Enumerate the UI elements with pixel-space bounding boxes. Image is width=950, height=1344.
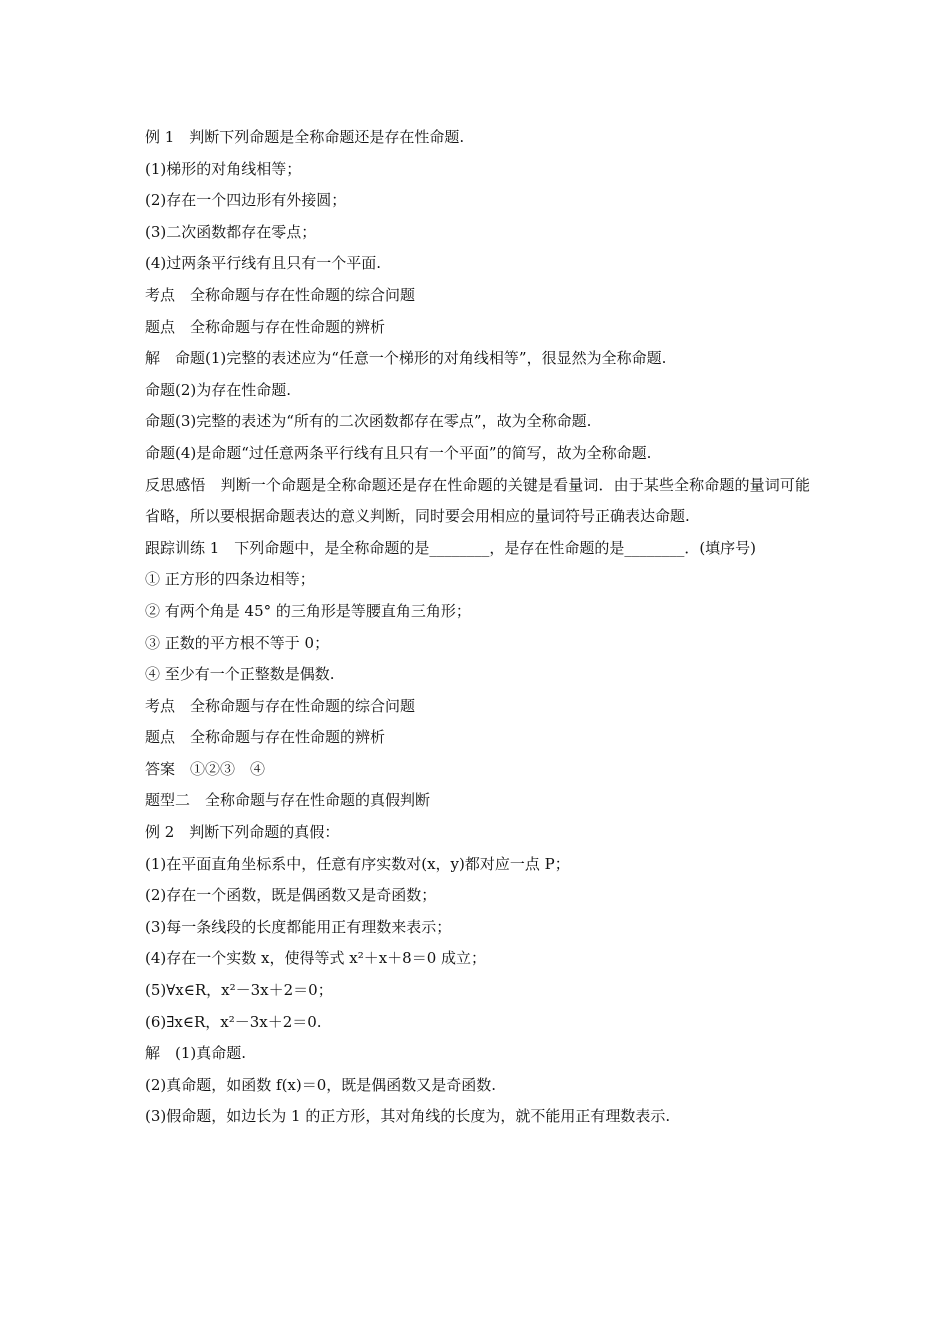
solution-line-2: 命题(2)为存在性命题. [145, 380, 292, 399]
answer-line: 答案 ①②③ ④ [145, 759, 266, 778]
practice-1-item-1: ① 正方形的四条边相等； [145, 570, 315, 589]
example-1-item-1: (1)梯形的对角线相等； [145, 159, 302, 178]
example-2-item-3: (3)每一条线段的长度都能用正有理数来表示； [145, 917, 452, 936]
solution-2-line-3: (3)假命题，如边长为 1 的正方形，其对角线的长度为，就不能用正有理数表示. [145, 1107, 671, 1126]
example-1-item-4: (4)过两条平行线有且只有一个平面. [145, 254, 382, 273]
example-2-item-2: (2)存在一个函数，既是偶函数又是奇函数； [145, 886, 437, 905]
example-1-heading: 例 1 判断下列命题是全称命题还是存在性命题. [145, 128, 465, 146]
practice-1-item-2: ② 有两个角是 45° 的三角形是等腰直角三角形； [145, 601, 471, 620]
document-body [145, 122, 810, 1133]
practice-1-heading: 跟踪训练 1 下列命题中，是全称命题的是________，是存在性命题的是________．(填序号) [145, 538, 757, 557]
solution-line-3: 命题(3)完整的表述为“所有的二次函数都存在零点”，故为全称命题. [145, 412, 592, 431]
example-1-item-2: (2)存在一个四边形有外接圆； [145, 191, 347, 210]
subtopic-line-2: 题点 全称命题与存在性命题的辨析 [145, 728, 386, 747]
solution-2-line-1: 解 (1)真命题. [145, 1044, 247, 1063]
example-2-item-4: (4)存在一个实数 x，使得等式 x²＋x＋8＝0 成立； [145, 949, 487, 968]
example-2-item-5: (5)∀x∈R，x²－3x＋2＝0； [145, 981, 333, 1000]
example-2-item-6: (6)∃x∈R，x²－3x＋2＝0. [145, 1012, 322, 1031]
solution-2-line-2: (2)真命题，如函数 f(x)＝0，既是偶函数又是奇函数. [145, 1075, 497, 1094]
solution-line-1: 解 命题(1)完整的表述应为“任意一个梯形的对角线相等”，很显然为全称命题. [145, 349, 667, 368]
topic-line: 考点 全称命题与存在性命题的综合问题 [145, 285, 416, 304]
section-heading-type-2: 题型二 全称命题与存在性命题的真假判断 [145, 791, 431, 810]
example-2-heading: 例 2 判断下列命题的真假： [145, 823, 340, 842]
practice-1-item-4: ④ 至少有一个正整数是偶数. [145, 665, 335, 684]
practice-1-item-3: ③ 正数的平方根不等于 0； [145, 633, 330, 652]
solution-line-4: 命题(4)是命题“过任意两条平行线有且只有一个平面”的简写，故为全称命题. [145, 443, 652, 462]
example-1-item-3: (3)二次函数都存在零点； [145, 222, 317, 241]
topic-line-2: 考点 全称命题与存在性命题的综合问题 [145, 696, 416, 715]
reflection-paragraph: 反思感悟 判断一个命题是全称命题还是存在性命题的关键是看量词．由于某些全称命题的量词可能省略，所以要根据命题表达的意义判断，同时要会用相应的量词符号正确表达命题. [145, 475, 810, 526]
subtopic-line: 题点 全称命题与存在性命题的辨析 [145, 317, 386, 336]
example-2-item-1: (1)在平面直角坐标系中，任意有序实数对(x，y)都对应一点 P； [145, 854, 570, 873]
